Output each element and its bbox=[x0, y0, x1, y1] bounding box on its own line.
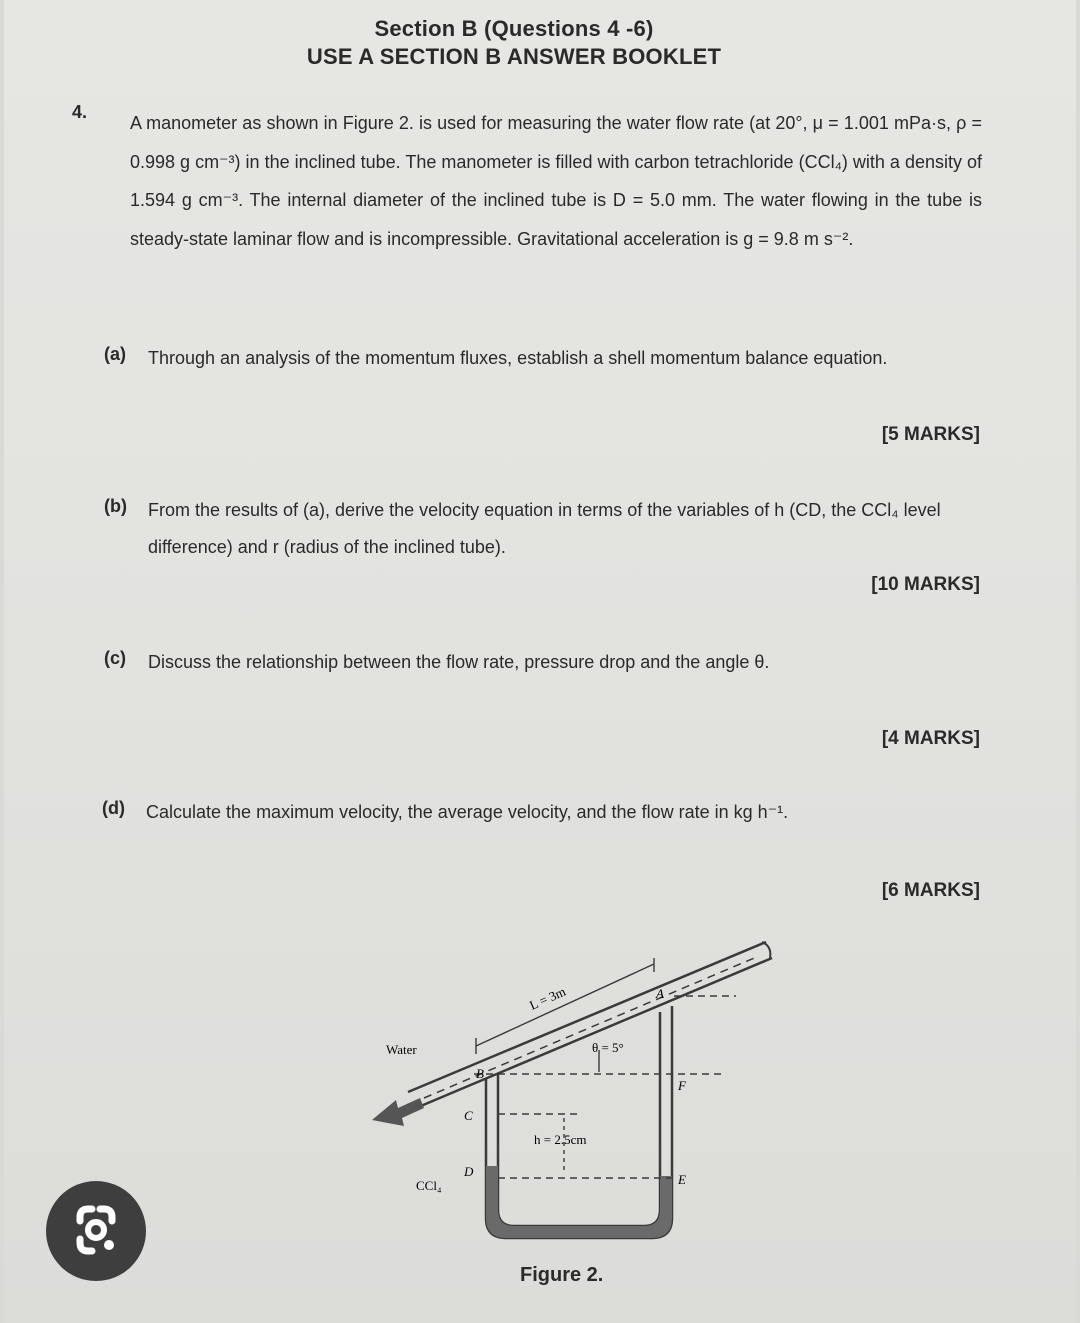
part-a-label: (a) bbox=[104, 344, 126, 364]
label-point-c: C bbox=[464, 1108, 473, 1123]
label-length: L = 3m bbox=[527, 983, 568, 1013]
flow-arrow-icon bbox=[372, 1098, 424, 1126]
label-height: h = 2.5cm bbox=[534, 1132, 587, 1147]
part-c-label: (c) bbox=[104, 648, 126, 668]
part-d-text: Calculate the maximum velocity, the average velocity, and the flow rate in kg h⁻¹. bbox=[146, 802, 789, 822]
part-d-marks: [6 MARKS] bbox=[881, 880, 980, 901]
part-c-text: Discuss the relationship between the flow rate, pressure drop and the angle θ. bbox=[148, 652, 770, 672]
part-b-marks: [10 MARKS] bbox=[871, 574, 980, 595]
part-a-text: Through an analysis of the momentum fluxes, establish a shell momentum balance equation. bbox=[148, 348, 888, 368]
figure-caption: Figure 2. bbox=[520, 1264, 604, 1286]
part-c-marks: [4 MARKS] bbox=[881, 728, 980, 749]
google-lens-icon bbox=[46, 1181, 146, 1281]
part-d-label: (d) bbox=[102, 798, 125, 818]
label-angle: θ = 5° bbox=[592, 1040, 624, 1055]
part-b-text: From the results of (a), derive the velocity equation in terms of the variables of h (CD, the CCl₄ level difference) and r (radius of the inclined tube). bbox=[148, 500, 941, 557]
label-point-f: F bbox=[678, 1078, 686, 1093]
label-ccl4: CCl₄ bbox=[416, 1178, 442, 1193]
question-intro: A manometer as shown in Figure 2. is used for measuring the water flow rate (at 20°, μ = 1.001 mPa·s, ρ = 0.998 g cm⁻³) in the inclined tube. The manometer is filled with carbon tetrachloride (CCl₄) with a density of 1.594 g cm⁻³. The internal diameter of the inclined tube is D = 5.0 mm. The water flowing in the tube is steady-state laminar flow and is incompressible. Gravitational acceleration is g = 9.8 m s⁻². bbox=[130, 113, 982, 249]
section-instruction: USE A SECTION B ANSWER BOOKLET bbox=[306, 44, 722, 69]
question-number: 4. bbox=[72, 102, 88, 122]
section-title: Section B (Questions 4 -6) bbox=[374, 16, 654, 41]
google-lens-button[interactable] bbox=[46, 1181, 146, 1281]
manometer-figure bbox=[4, 0, 1076, 1323]
ccl4-fluid bbox=[486, 1176, 672, 1238]
label-water: Water bbox=[386, 1042, 417, 1057]
part-b-label: (b) bbox=[104, 496, 127, 516]
part-a-marks: [5 MARKS] bbox=[881, 424, 980, 445]
label-point-d: D bbox=[464, 1164, 474, 1179]
exam-page bbox=[4, 0, 1076, 1323]
label-point-e: E bbox=[678, 1172, 686, 1187]
label-point-a: A bbox=[656, 986, 664, 1001]
label-point-b: B bbox=[476, 1066, 484, 1081]
